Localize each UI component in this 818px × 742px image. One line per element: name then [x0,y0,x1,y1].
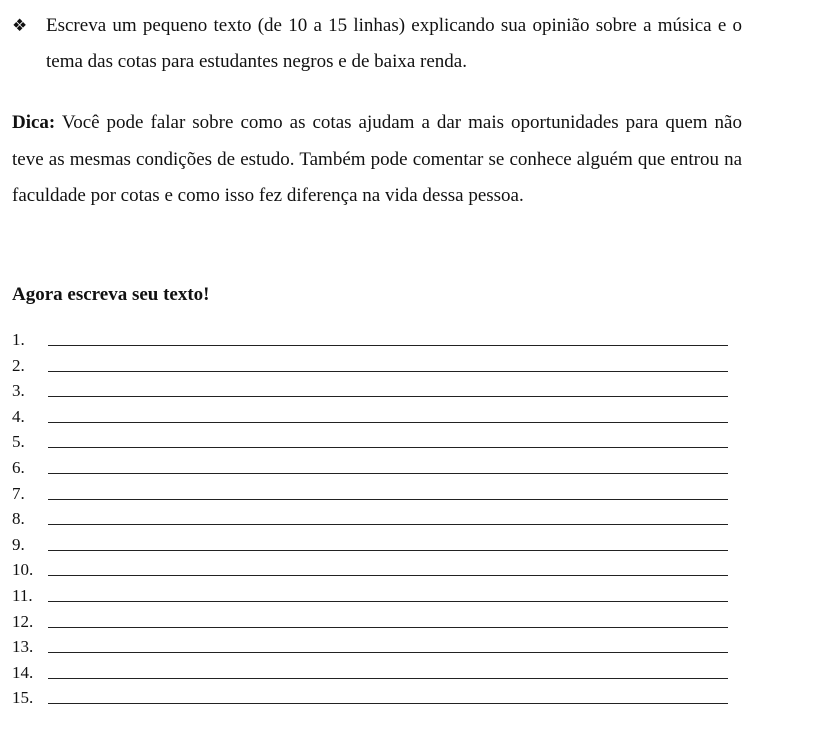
line-rule [48,396,728,397]
line-number: 15. [12,688,34,708]
writing-line[interactable] [12,560,728,586]
writing-line[interactable] [12,612,728,638]
line-rule [48,627,728,628]
line-number: 4. [12,406,25,426]
line-number: 13. [12,637,34,657]
hint-text: Você pode falar sobre como as cotas ajudam a dar mais oportunidades para quem não teve as mesmas condições de estudo. Também pode comentar se conhece alguém que entrou na faculdade por cotas e como isso fez diferença na vida dessa pessoa. [12,112,742,206]
writing-line[interactable] [12,356,728,382]
line-number: 2. [12,355,25,375]
diamond-bullet-icon: ❖ [12,16,28,35]
line-rule [48,575,728,576]
writing-line[interactable] [12,458,728,484]
line-number: 14. [12,662,34,682]
line-rule [48,371,728,372]
line-number: 11. [12,585,33,605]
line-number: 1. [12,330,25,349]
writing-line[interactable] [12,381,728,407]
writing-line[interactable] [12,586,728,612]
writing-line[interactable] [12,509,728,535]
line-number: 8. [12,509,25,529]
line-rule [48,524,728,525]
line-rule [48,652,728,653]
instruction-block [12,8,742,80]
line-rule [48,601,728,602]
writing-line[interactable] [12,432,728,458]
line-number: 10. [12,560,34,580]
line-rule [48,422,728,423]
instruction-text: Escreva um pequeno texto (de 10 a 15 linhas) explicando sua opinião sobre a música e o tema das cotas para estudantes negros e de baixa renda. [46,15,742,72]
writing-line[interactable] [12,535,728,561]
line-rule [48,550,728,551]
writing-lines [12,330,728,714]
line-number: 6. [12,457,25,477]
writing-line[interactable] [12,688,728,714]
writing-line[interactable] [12,637,728,663]
writing-line[interactable] [12,330,728,356]
line-number: 9. [12,534,25,554]
line-rule [48,345,728,346]
writing-line[interactable] [12,484,728,510]
hint-block [12,105,742,215]
hint-label: Dica: [12,112,56,133]
line-number: 5. [12,432,25,452]
line-number: 7. [12,483,25,503]
writing-line[interactable] [12,663,728,689]
writing-prompt: Agora escreva seu texto! [12,284,210,305]
writing-line[interactable] [12,407,728,433]
line-rule [48,447,728,448]
line-rule [48,499,728,500]
line-number: 3. [12,381,25,401]
line-rule [48,703,728,704]
line-number: 12. [12,611,34,631]
line-rule [48,473,728,474]
line-rule [48,678,728,679]
